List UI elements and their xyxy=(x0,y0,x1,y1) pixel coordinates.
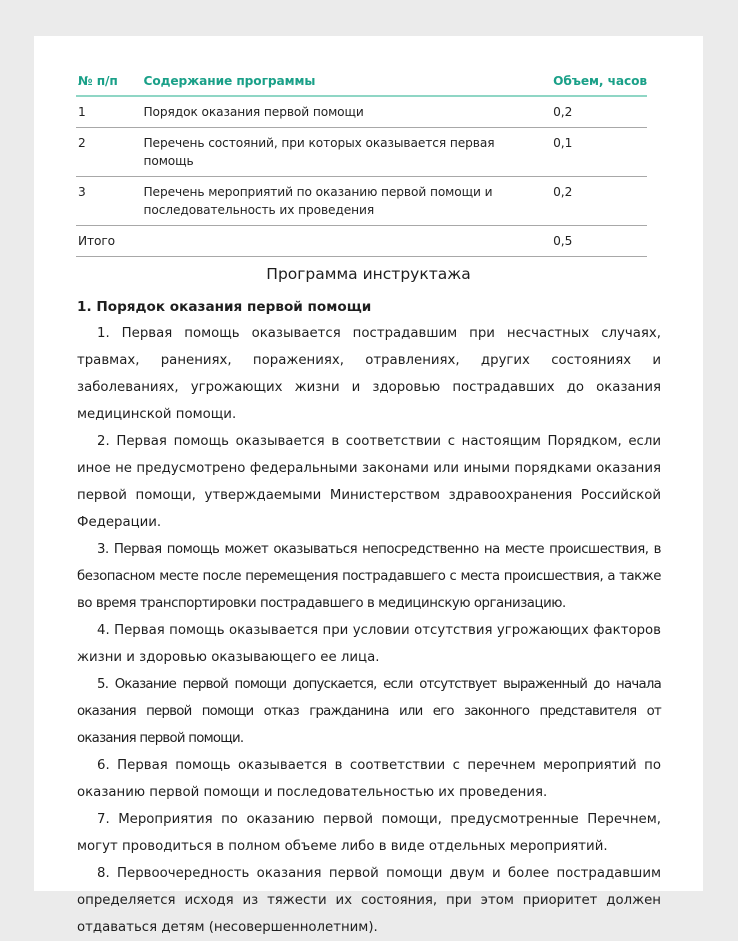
table-row xyxy=(76,177,647,226)
total-hours: 0,5 xyxy=(553,226,647,257)
row-content: Перечень состояний, при которых оказывается первая помощь xyxy=(143,128,553,177)
row-hours: 0,2 xyxy=(553,177,647,226)
paragraph: 2. Первая помощь оказывается в соответствии с настоящим Порядком, если иное не предусмотрено федеральными законами или иными порядками оказания первой помощи, утверждаемыми Министерством здравоохранения Российской Федерации. xyxy=(77,434,661,530)
table-header-row xyxy=(76,69,647,96)
paragraph: 6. Первая помощь оказывается в соответствии с перечнем мероприятий по оказанию первой помощи и последовательностью их проведения. xyxy=(77,758,661,800)
section-heading: 1. Порядок оказания первой помощи xyxy=(77,299,372,315)
row-number: 2 xyxy=(76,128,143,177)
document-title: Программа инструктажа xyxy=(266,265,471,283)
program-table xyxy=(76,69,647,257)
paragraph: 7. Мероприятия по оказанию первой помощи, предусмотренные Перечнем, могут проводиться в полном объеме либо в виде отдельных мероприятий. xyxy=(77,812,661,854)
header-content: Содержание программы xyxy=(143,69,553,96)
row-number: 3 xyxy=(76,177,143,226)
document-page xyxy=(34,36,703,935)
table-total-row xyxy=(76,226,647,257)
row-content: Перечень мероприятий по оказанию первой помощи и последовательность их проведения xyxy=(143,177,553,226)
paragraph: 4. Первая помощь оказывается при условии отсутствия угрожающих факторов жизни и здоровью оказывающего ее лица. xyxy=(77,623,661,665)
paragraph: 1. Первая помощь оказывается пострадавшим при несчастных случаях, травмах, ранениях, поражениях, отравлениях, других состояниях и заболеваниях, угрожающих жизни и здоровью пострадавших до оказания медицинской помощи. xyxy=(77,326,661,422)
row-content: Порядок оказания первой помощи xyxy=(143,96,553,128)
row-number: 1 xyxy=(76,96,143,128)
header-hours: Объем, часов xyxy=(553,69,647,96)
paragraph: 8. Первоочередность оказания первой помощи двум и более пострадавшим определяется исходя из тяжести их состояния, при этом приоритет должен отдаваться детям (несовершеннолетним). xyxy=(77,866,661,935)
table-row xyxy=(76,96,647,128)
row-hours: 0,1 xyxy=(553,128,647,177)
total-label: Итого xyxy=(76,226,143,257)
total-empty xyxy=(143,226,553,257)
table-row xyxy=(76,128,647,177)
row-hours: 0,2 xyxy=(553,96,647,128)
section-body xyxy=(77,320,661,941)
paragraph: 3. Первая помощь может оказываться непосредственно на месте происшествия, в безопасном месте после перемещения пострадавшего с места происшествия, а также во время транспортировки пострадавшего в медицинскую организацию. xyxy=(77,542,661,611)
paragraph: 5. Оказание первой помощи допускается, если отсутствует выраженный до начала оказания первой помощи отказ гражданина или его законного представителя от оказания первой помощи. xyxy=(77,677,661,746)
header-number: № п/п xyxy=(76,69,143,96)
